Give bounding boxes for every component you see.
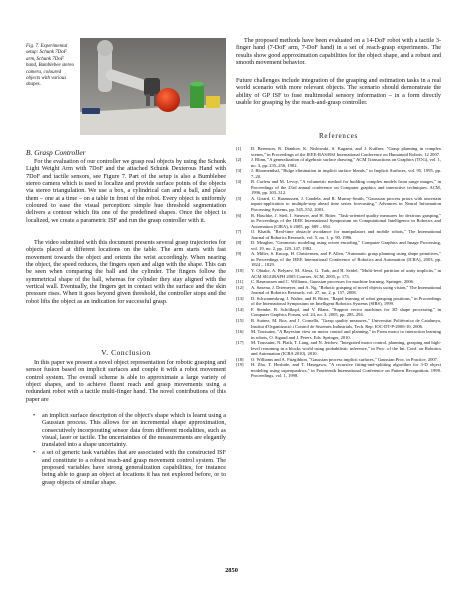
reference-item: [13] D. Schwammkrug, J. Walter, and H. Ritter, "Rapid learning of robot grasping positions," in Proceedings of the International Symposium on Intelligent Robotics Systems (SIRS), 1999. <box>236 295 441 307</box>
experimental-setup-photo <box>80 38 226 135</box>
contributions-list <box>26 413 226 487</box>
setup-photo-drawing <box>80 38 226 135</box>
reference-item: [5] A. Girard, C. Rasmussen, J. Candela, and R. Murray-Smith, "Gaussian process priors with uncertain inputs-application to multiple-step ahead time series forecasting," Advances in Neural Information Processing Systems, pp. 545–552, 2003. <box>236 195 441 213</box>
paragraph: The video submitted with this document presents several grasp trajectories for objects placed at different locations on the table. The arm starts with fast movement towards the object and orients the wrist accordingly. When nearing the object, the speed reduces, the fingers open and align with the shape. This can be seen when comparing the ball and the cylinder. The fingers follow the symmetrical shape of the ball, whereas for cylinder they stay aligned with the vertical wall. Eventually, the fingers get in contact with the surface and the skin pressure rises. When it goes beyond given threshold, the controller stops and the robot lifts the object as an indication for successful grasp. <box>26 240 227 305</box>
section-heading-conclusion: V. Conclusion <box>101 348 151 357</box>
list-item: • an implicit surface description of the object's shape which is learnt using a Gaussian process. This allows for an incremental shape approximation, consecutively incorporating sensor data from different modalities, such as visual, laser or tactile. The uncertainties of the measurements are elegantly translated into a shape uncertainty. <box>42 413 226 450</box>
reference-item: [3] J. Bloomenthal, "Bulge elimination in implicit surface blends," in Implicit Surfaces, vol. 95, 1995, pp. 7–20. <box>236 168 441 179</box>
page-number: 2850 <box>225 567 238 574</box>
figure-caption: Fig. 7. Experimental setup: Schunk 7DoF arm, Schunk 7DoF hand, Bumblebee stereo camera, coloured objects with various shapes. <box>26 44 74 88</box>
reference-item: [9] A. Miller, S. Knoop, H. Christensen, and P. Allen, "Automatic grasp planning using shape primitives," in Proceedings of the IEEE International Conference of Robotics and Automation (ICRA), 2003, pp. 1824 – 1829. <box>236 251 441 268</box>
reference-item: [7] O. Khatib, "Real-time obstacle avoidance for manipulators and mobile robots," The International Journal of Robotics Research, vol. 5, no. 1, p. 90, 1986. <box>236 229 441 240</box>
reference-item: [11] C. Rasmussen and C. Williams, Gaussian processes for machine learning. Springer, 2006. <box>236 279 415 285</box>
reference-item: [18] O. Williams and A. Fitzgibbon, "Gaussian process implicit surfaces," Gaussian Proc. in Practice, 2007. <box>236 356 439 362</box>
reference-item: [12] A. Saxena, J. Driemeyer, and A. Ng, "Robotic grasping of novel objects using vision," The International Journal of Robotics Research, vol. 27, no. 2, p. 157, 2008. <box>236 284 441 296</box>
figure-7 <box>26 38 226 138</box>
reference-item: [19] H. Zha, T. Hoshide, and T. Hasegawa, "A recursive fitting-and-splitting algorithm for 3-D object modeling using superquadrics," in Fourteenth International Conference on Pattern Recognition, 1998. Proceedings, vol. 1, 1998. <box>236 362 441 379</box>
paragraph: The proposed methods have been evaluated on a 14-DoF robot with a tactile 3-finger hand (7-DoF arm, 7-DoF hand) in a set of reach-grasp experiments. The results show good approximation capabilities for the object shape, and a robust and smooth movement behavior. <box>236 38 441 67</box>
reference-item: [15] R. Suárez, M. Roa, and J. Cornellà, "Grasp quality measures," Universitat Politècnica de Catalunya, Institut d'Organització i Control de Sistemes Industrials, Tech. Rep. IOC-DT-P-2006-10, 2006. <box>236 317 441 329</box>
list-item: • a set of generic task variables that are associated with the constructed ISF and constitute to a robust reach-and grasp movement control system. The proposed variables have strong generalization capabilities, for instance being able to grasp an object at locations it has not explored before, or to grasp objects of similar shape. <box>42 450 226 487</box>
reference-item: [1] D. Berenson, R. Diankov, K. Nishiwaki, S. Kagami, and J. Kuffner, "Grasp planning in complex scenes," in Proceedings of the IEEE-RAS/RSJ International Conference on Humanoid Robots, 12 2007. <box>236 146 441 157</box>
references-heading: References <box>318 132 359 140</box>
reference-item: [10] Y. Ohtake, A. Belyaev, M. Alexa, G. Turk, and H. Seidel, "Multi-level partition of unity implicits," in ACM SIGGRAPH 2005 Courses. ACM, 2005, p. 173. <box>236 268 441 279</box>
paragraph: Future challenges include integration of the grasping and estimation tasks in a real world scenario with more relevant objects. The scenario should demonstrate the ability of GP ISF to fuse multimodal sensory information – in a form directly usable for grasping by the reach-and-grasp controller. <box>236 78 441 107</box>
reference-item: [17] M. Toussaint, N. Plath, T. Lang, and N. Jetchev, "Integrated motor control, planning, grasping and high-level reasoning in a blocks world using probabilistic inference," in Proc. of the Int. Conf. on Robotics and Automation (ICRA 2010), 2010. <box>236 340 441 357</box>
reference-item: [8] D. Meagher, "Geometric modeling using octree encoding," Computer Graphics and Image Processing, vol. 19, no. 2, pp. 129–147, 1982. <box>236 240 441 251</box>
paragraph: For the evaluation of our controller we grasp real objects by using the Schunk Light Weight Arm with 7DoF and the attached Schunk Dexterous Hand with 7DoF and tactile sensors, see Figure 7. Part of the setup is also a Bumblebee stereo camera which is used to localize and provide surface points of the objects via stereo triangulation. We use a box, a cylindrical can and a ball, and place them – one at a time – on a table in front of the robot. Every object is uniformly coloured to ease the visual perception: simple hue threshold segmentation delivers a contour which fits one of the predefined shapes. Once the object is localized, we create a parametric ISF and run the grasp controller with it. <box>26 159 226 224</box>
reference-item: [2] J. Blinn, "A generalization of algebraic surface drawing," ACM Transactions on Graphics (TOG), vol. 1, no. 3, pp. 235–256, 1982. <box>236 157 442 168</box>
section-heading-grasp-controller: B. Grasp Controller <box>26 148 86 157</box>
reference-item: [6] R. Haschke, J. Steil, I. Steuwer, and H. Ritter, "Task-oriented quality measures for dextrous grasping," in Proceedings of the IEEE International Symposium on Computational Intelligence in Robotics and Automation (CIRA), 6 2005, pp. 689 – 694. <box>236 212 441 229</box>
reference-item: [4] B. Curless and M. Levoy, "A volumetric method for building complex models from range images," in Proceedings of the 23rd annual conference on Computer graphics and interactive techniques. ACM, 1996, pp. 303–312. <box>236 179 441 196</box>
reference-item: [16] M. Toussaint, "A Bayesian view on motor control and planning," in From motor to interaction learning in robots, O. Sigaud and J. Peters, Eds. Springer, 2010. <box>236 329 441 340</box>
references-list <box>236 146 441 379</box>
paragraph: In this paper we present a novel object representation for robotic grasping and sensor fusion based on implicit surfaces and couple it with a robot movement control system. The overall scheme is able to approximate a large variety of object shapes, and to achieve fluent reach and grasp movements using a redundant robot with a tactile multi-finger hand. The novel contributions of this paper are <box>26 360 226 403</box>
reference-item: [14] F. Steinke, B. Schölkopf, and V. Blanz, "Support vector machines for 3D shape processing," in Computer Graphics Forum, vol. 24, no. 3, 2005, pp. 285–294. <box>236 306 441 318</box>
